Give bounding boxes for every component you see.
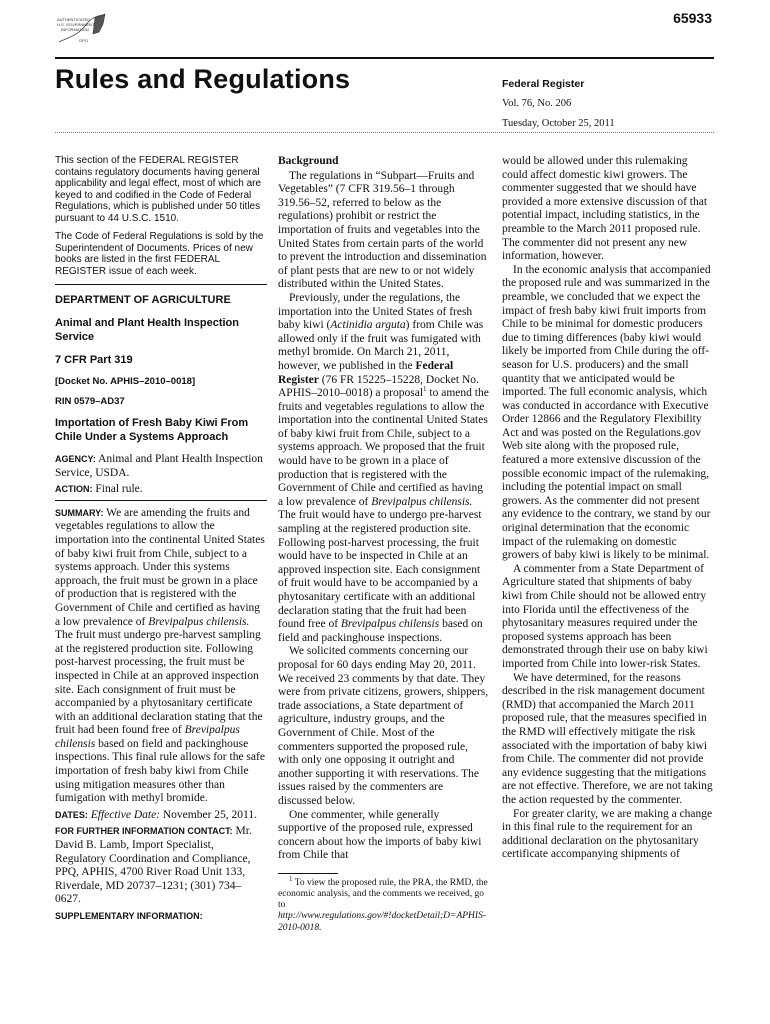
dates-block: [55, 809, 267, 823]
col3-paragraph-1: would be allowed under this rulemaking could affect domestic kiwi growers. The commenter suggested that we should have provided a more extensive discussion of that potential impact, including statistics, in the preamble to the March 2011 proposed rule. The commenter did not present any new information, however.: [502, 155, 708, 263]
section-title: Rules and Regulations: [55, 64, 351, 94]
bg-p2-d: to amend the fruits and vegetables regulations to allow the importation into the continental United States of baby kiwi fruit from Chile, subject to a systems approach. We proposed that the fruit would have to be grown in a place of production that is registered with the Government of Chile and certified as having a low prevalence of: [278, 387, 489, 508]
footnote-text: To view the proposed rule, the PRA, the RMD, the economic analysis, and the comments we received, go to: [278, 877, 488, 911]
column-1: [55, 155, 267, 927]
action-label: ACTION:: [55, 484, 93, 495]
bg-species-2: Brevipalpus chilensis: [340, 618, 440, 631]
column-rule: [55, 284, 267, 285]
background-paragraph-2: [278, 292, 490, 645]
action-text: Final rule.: [95, 483, 143, 496]
effective-date-label: Effective Date:: [90, 808, 160, 821]
publication-info: [502, 74, 615, 134]
header-dotted-rule: [55, 132, 714, 133]
summary-species-2: Brevipalpus chilensis: [55, 724, 240, 750]
supplementary-block: [55, 910, 267, 924]
summary-species-1: Brevipalpus chilensis.: [148, 615, 250, 628]
publication-name: Federal Register: [502, 78, 585, 90]
footnote-1: [278, 874, 490, 934]
publication-date: Tuesday, October 25, 2011: [502, 118, 615, 129]
bg-p2-b: ) from Chile was allowed only if the fruit was fumigated with methyl bromide. On March 21, 2011, however, we published in the: [278, 319, 484, 372]
contact-text: Mr. David B. Lamb, Import Specialist, Regulatory Coordination and Compliance, PPQ, APHIS, 4700 River Road Unit 133, Riverdale, MD 20737–1231; (301) 734–0627.: [55, 825, 252, 906]
summary-text-b: The fruit must undergo pre-harvest sampling at the registered production site. Following post-harvest processing, the fruit must be inspected in Chile at an approved inspection site. Each consignment of fruit must be accompanied by a phytosanitary certificate with an additional declaration stating that the fruit had been found free of: [55, 629, 263, 737]
intro-paragraph-1: This section of the FEDERAL REGISTER contains regulatory documents having general applicability and legal effect, most of which are keyed to and codified in the Code of Federal Regulations, which is published under 50 titles pursuant to 44 U.S.C. 1510.: [55, 155, 262, 224]
footnote-ref-1[interactable]: 1: [423, 385, 427, 394]
contact-label: FOR FURTHER INFORMATION CONTACT:: [55, 826, 233, 837]
background-paragraph-3: We solicited comments concerning our proposal for 60 days ending May 20, 2011. We received 23 comments by that date. They were from private citizens, growers, shippers, trade associations, a State department of agriculture, industry groups, and the Government of Chile. Most of the commenters supported the proposed rule, with only one opposing it outright and another supporting it with reservations. The issues raised by the commenters are discussed below.: [278, 645, 489, 807]
rule-subject: Importation of Fresh Baby Kiwi From Chile Under a Systems Approach: [55, 417, 249, 443]
bg-p2-a: Previously, under the regulations, the importation into the United States of fresh baby kiwi (: [278, 291, 473, 332]
cfr-part: 7 CFR Part 319: [55, 354, 133, 366]
gpo-authentication-seal: [55, 12, 115, 46]
column-2: [278, 155, 490, 934]
summary-rule: [55, 500, 267, 501]
summary-label: SUMMARY:: [55, 507, 104, 518]
agency-block: [55, 453, 267, 480]
column-3: [502, 155, 714, 862]
federal-register-ref: Federal Register: [278, 359, 454, 386]
col3-paragraph-5: For greater clarity, we are making a change in this final rule to the requirement for an additional declaration on the phytosanitary certificate accompanying shipments of: [502, 807, 713, 861]
bg-species-1: Brevipalpus chilensis.: [371, 495, 473, 508]
seal-line-1: AUTHENTICATED: [57, 17, 91, 22]
department-heading: DEPARTMENT OF AGRICULTURE: [55, 294, 231, 306]
seal-line-4: GPO: [79, 38, 88, 43]
intro-paragraph-2: The Code of Federal Regulations is sold by the Superintendent of Documents. Prices of new books are listed in the first FEDERAL REGISTER issue of each week.: [55, 231, 264, 277]
header-rule: [55, 57, 714, 59]
summary-text-a: We are amending the fruits and vegetables regulations to allow the importation into the continental United States of baby kiwi fruit from Chile, subject to a systems approach. Under this systems approach, the fruit must be grown in a place of production that is registered with the Government of Chile and certified as having a low prevalence of: [55, 506, 265, 628]
effective-date: November 25, 2011.: [162, 808, 257, 821]
kiwi-species: Actinidia arguta: [330, 319, 406, 332]
action-block: [55, 483, 267, 497]
bg-p2-e: The fruit would have to undergo pre-harvest sampling at the registered production site. Following post-harvest processing, the fruit would have to be inspected in Chile at an approved inspection site. Each consignment of fruit would have to be accompanied by a phytosanitary certificate with an additional declaration stating that the fruit had been found free of: [278, 509, 482, 631]
agency-text: Animal and Plant Health Inspection Service, USDA.: [55, 453, 263, 479]
agency-label: AGENCY:: [55, 454, 96, 464]
summary-block: [55, 507, 267, 806]
page-number: 65933: [673, 10, 712, 26]
bg-p2-f: based on field and packinghouse inspections.: [278, 618, 483, 644]
col3-paragraph-2: In the economic analysis that accompanied the proposed rule and was summarized in the preamble, we concluded that we expect the impact of fresh baby kiwi fruit imports from Chile to be minimal for domestic producers due to timing differences (baby kiwi would likely be imported from Chile during the off-season for U.S. producers) and the small quantity that we anticipated would be imported. The full economic analysis, which was conducted in accordance with Executive Order 12866 and the Regulatory Flexibility Act and was posted on the Regulations.gov Web site along with the proposed rule, featured a more extensive discussion of the possible economic impact of the rulemaking, including the potential impact on small growers. As the commenter did not present any evidence to the contrary, we stand by our original determination that the economic impact of the rulemaking on domestic growers of baby kiwi is likely to be minimal.: [502, 263, 711, 562]
dates-label: DATES:: [55, 809, 88, 820]
footnote-rule: [278, 873, 338, 874]
seal-line-3: INFORMATION: [61, 27, 89, 32]
contact-block: [55, 825, 267, 907]
supplementary-label: SUPPLEMENTARY INFORMATION:: [55, 911, 203, 921]
footnote-link[interactable]: http://www.regulations.gov/#!docketDetail;D=APHIS-2010-0018.: [278, 911, 486, 933]
bg-p2-c: (76 FR 15225–15228, Docket No. APHIS–2010–0018) a proposal: [278, 373, 479, 400]
rin-number: RIN 0579–AD37: [55, 396, 125, 407]
volume-issue: Vol. 76, No. 206: [502, 98, 572, 109]
background-paragraph-4: One commenter, while generally supportive of the proposed rule, expressed concern about how the imports of baby kiwi from Chile that: [278, 808, 482, 862]
agency-heading: Animal and Plant Health Inspection Service: [55, 317, 239, 343]
background-paragraph-1: The regulations in “Subpart—Fruits and Vegetables” (7 CFR 319.56–1 through 319.56–52, referred to below as the regulations) prohibit or restrict the importation of fruits and vegetables into the United States from certain parts of the world to prevent the introduction and dissemination of plant pests that are new to or not widely distributed within the United States.: [278, 169, 487, 291]
summary-text-c: based on field and packinghouse inspections. This final rule allows for the safe importation of fresh baby kiwi from Chile using mitigation measures other than fumigation with methyl bromide.: [55, 737, 265, 805]
docket-number: [Docket No. APHIS–2010–0018]: [55, 376, 196, 387]
background-heading: Background: [278, 155, 339, 167]
footnote-number: 1: [289, 874, 293, 883]
seal-line-2: U.S. GOVERNMENT: [57, 22, 95, 27]
col3-paragraph-4: We have determined, for the reasons described in the risk management document (RMD) that accompanied the March 2011 proposed rule, that the measures specified in the RMD will effectively mitigate the risk associated with the importation of baby kiwi from Chile. The commenter did not provide any evidence suggesting that the mitigations are not effective. Therefore, we are not taking the action requested by the commenter.: [502, 671, 713, 806]
col3-paragraph-3: A commenter from a State Department of Agriculture stated that shipments of baby kiwi from Chile should not be allowed entry into Florida until the effectiveness of the phytosanitary measures required under the proposed systems approach has been demonstrated through their use on baby kiwi imported from Chile into lower-risk States.: [502, 562, 708, 670]
